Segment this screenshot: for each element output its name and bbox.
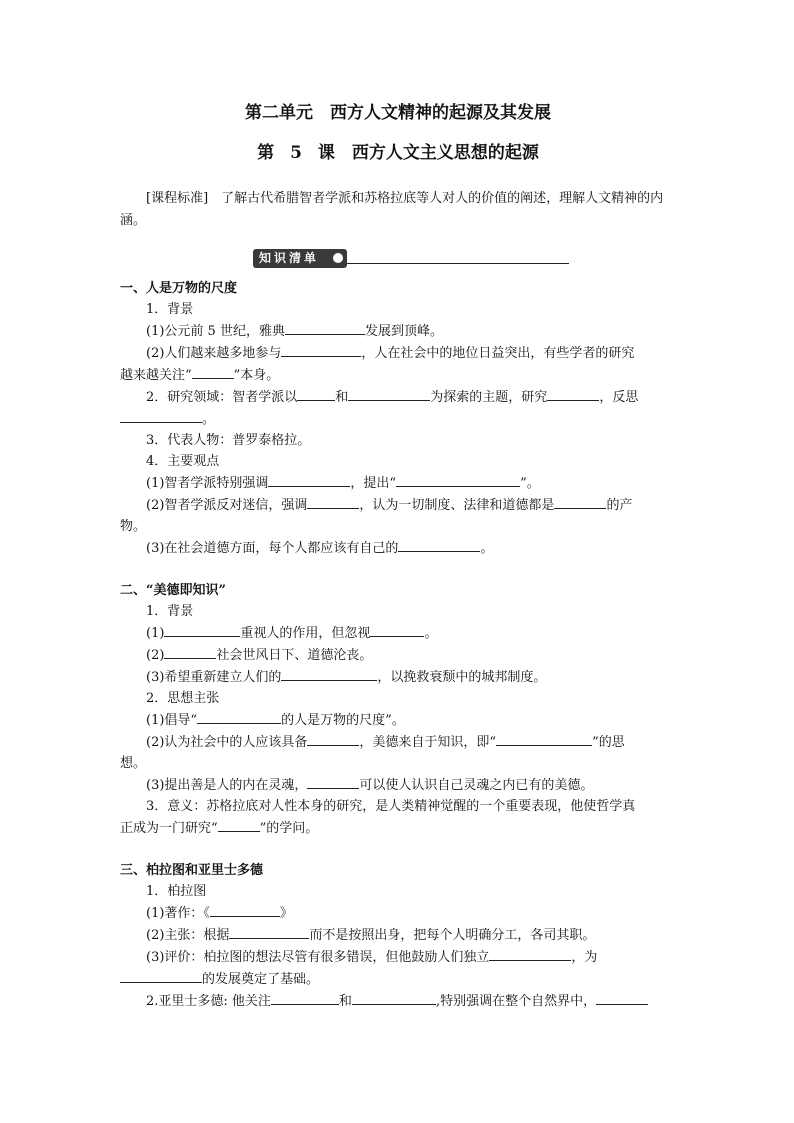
fill-blank[interactable] (554, 494, 606, 509)
text-line (120, 924, 676, 946)
text: 和 (338, 994, 352, 1009)
fill-blank[interactable] (120, 968, 202, 983)
text-line (120, 709, 676, 731)
text: (1)著作：《 (146, 906, 210, 921)
fill-blank[interactable] (281, 342, 361, 357)
text: ，反思 (599, 390, 639, 405)
text: ”本身。 (233, 368, 280, 383)
text-line (120, 644, 676, 666)
section-heading: 二、“美德即知识” (120, 583, 226, 598)
fill-blank[interactable] (547, 386, 599, 401)
text: ，为 (571, 950, 598, 965)
text: (3)评价：柏拉图的想法尽管有很多错误，但他鼓励人们独立 (146, 950, 490, 965)
unit-title: 第二单元 西方人文精神的起源及其发展 (245, 103, 551, 123)
section-heading: 三、柏拉图和亚里士多德 (120, 863, 264, 878)
text-line (120, 774, 676, 796)
text-line (120, 622, 676, 644)
fill-blank[interactable] (268, 472, 350, 487)
section-heading: 一、人是万物的尺度 (120, 281, 238, 296)
section-3 (120, 860, 676, 1012)
text: (3)提出善是人的内在灵魂， (146, 778, 308, 793)
text: ，以挽救衰颓中的城邦制度。 (377, 670, 547, 685)
fill-blank[interactable] (352, 990, 436, 1005)
text-line (120, 817, 676, 839)
text: 的人是万物的尺度”。 (281, 713, 405, 728)
text: 2.亚里士多德: 他关注 (146, 994, 271, 1009)
course-standard-text: 了解古代希腊智者学派和苏格拉底等人对人的价值的阐述，理解人文精神的内涵。 (120, 191, 664, 228)
text: 》 (279, 906, 293, 921)
text: 正成为一门研究“ (120, 821, 218, 836)
lesson-title: 第 5 课 西方人文主义思想的起源 (257, 143, 539, 163)
fill-blank[interactable] (348, 386, 430, 401)
text: ，提出“ (350, 476, 397, 491)
text: (3)希望重新建立人们的 (146, 670, 282, 685)
subheading: 2．思想主张 (146, 691, 220, 706)
text-line (120, 364, 676, 386)
section-1 (120, 278, 676, 559)
text: 发展到顶峰。 (364, 324, 443, 339)
fill-blank[interactable] (229, 924, 309, 939)
text-line (120, 320, 676, 342)
subheading: 1．背景 (146, 302, 194, 317)
fill-blank[interactable] (197, 709, 281, 724)
fill-blank[interactable] (120, 408, 202, 423)
banner-dot-icon (333, 253, 343, 263)
spacer (120, 839, 676, 860)
text: 越来越关注“ (120, 368, 192, 383)
text-line (120, 537, 676, 559)
text: (1)公元前 5 世纪，雅典 (146, 324, 285, 339)
text: (3)在社会道德方面，每个人都应该有自己的 (146, 541, 399, 556)
text-line: 物。 (120, 519, 147, 534)
fill-blank[interactable] (496, 731, 592, 746)
text-line (120, 968, 676, 990)
course-standard (120, 188, 676, 232)
text: ”。 (520, 476, 540, 491)
subheading: 1．柏拉图 (146, 884, 207, 899)
text: 重视人的作用，但忽视 (240, 626, 371, 641)
banner-rule (347, 263, 569, 264)
fill-blank[interactable] (307, 494, 359, 509)
text: ”的思 (592, 735, 625, 750)
fill-blank[interactable] (307, 774, 359, 789)
text: (1)智者学派特别强调 (146, 476, 269, 491)
text: 。 (202, 412, 216, 427)
text: ,特别强调在整个自然界中， (435, 994, 597, 1009)
banner-label: 知识清单 (253, 249, 347, 268)
text: (2)智者学派反对迷信，强调 (146, 498, 308, 513)
fill-blank[interactable] (164, 644, 216, 659)
text: 和 (335, 390, 349, 405)
course-standard-label: [课程标准] (146, 191, 209, 206)
fill-blank[interactable] (297, 386, 335, 401)
text-line: 想。 (120, 756, 147, 771)
text: (2)认为社会中的人应该具备 (146, 735, 308, 750)
text: 为探索的主题，研究 (430, 390, 548, 405)
text: (2)主张：根据 (146, 928, 230, 943)
text-line (120, 386, 676, 408)
fill-blank[interactable] (218, 817, 260, 832)
text-line (120, 342, 676, 364)
fill-blank[interactable] (271, 990, 339, 1005)
section-2 (120, 580, 676, 839)
text: 2．研究领域：智者学派以 (146, 390, 298, 405)
text: 的发展奠定了基础。 (202, 972, 320, 987)
text: 社会世风日下、道德沦丧。 (216, 648, 373, 663)
fill-blank[interactable] (370, 622, 424, 637)
fill-blank[interactable] (164, 622, 240, 637)
text-line (120, 472, 676, 494)
text: ，人在社会中的地位日益突出，有些学者的研究 (361, 346, 635, 361)
text: (1)倡导“ (146, 713, 198, 728)
spacer (120, 559, 676, 580)
text: ，认为一切制度、法律和道德都是 (359, 498, 555, 513)
text-line: 3．意义：苏格拉底对人性本身的研究，是人类精神觉醒的一个重要表现，他使哲学真 (146, 799, 636, 814)
text-line (120, 494, 676, 516)
text-line: 3．代表人物：普罗泰格拉。 (146, 433, 311, 448)
text: 的产 (606, 498, 633, 513)
fill-blank[interactable] (489, 946, 571, 961)
fill-blank[interactable] (285, 320, 365, 335)
fill-blank[interactable] (192, 364, 234, 379)
text: 而不是按照出身，把每个人明确分工，各司其职。 (309, 928, 596, 943)
text-line (120, 946, 676, 968)
text: 可以使人认识自己灵魂之内已有的美德。 (359, 778, 594, 793)
fill-blank[interactable] (210, 902, 280, 917)
fill-blank[interactable] (398, 537, 480, 552)
text-line (120, 990, 676, 1012)
fill-blank[interactable] (307, 731, 359, 746)
text-line (120, 666, 676, 688)
subheading: 1．背景 (146, 604, 194, 619)
fill-blank[interactable] (281, 666, 377, 681)
document-page (120, 100, 676, 1012)
text: ”的学问。 (259, 821, 319, 836)
fill-blank[interactable] (396, 472, 520, 487)
text-line (120, 902, 676, 924)
text: ，美德来自于知识，即“ (359, 735, 497, 750)
text-line (120, 408, 676, 430)
subheading: 4．主要观点 (146, 454, 220, 469)
text: 。 (480, 541, 494, 556)
text: (2) (146, 648, 165, 663)
text-line (120, 731, 676, 753)
text: 。 (424, 626, 438, 641)
text: (2)人们越来越多地参与 (146, 346, 282, 361)
fill-blank[interactable] (596, 990, 648, 1005)
text: (1) (146, 626, 165, 641)
knowledge-list-banner (253, 248, 676, 270)
